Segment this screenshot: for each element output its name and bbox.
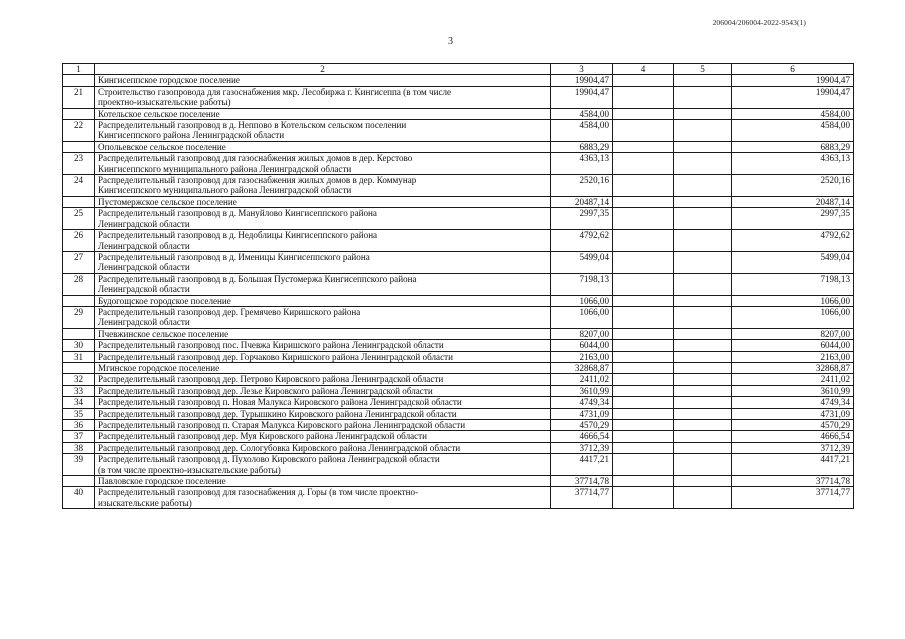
value-col4 [613,431,674,442]
row-number: 40 [63,487,95,509]
value-col4 [613,175,674,197]
value-col3: 7198,13 [551,273,613,295]
value-col3: 2163,00 [551,351,613,362]
value-col6: 37714,77 [732,487,854,509]
value-col4 [613,251,674,273]
column-header: 3 [551,64,613,75]
value-col3: 4749,34 [551,397,613,408]
item-name: Распределительный газопровод дер. Горчаково Киришского района Ленинградской области [95,351,551,362]
page-number: 3 [448,36,453,47]
value-col3: 32868,87 [551,362,613,373]
value-col3: 4570,29 [551,420,613,431]
subtotal-row [63,328,854,339]
table-row [63,230,854,252]
value-col3: 8207,00 [551,328,613,339]
value-col5 [674,374,732,385]
document-id: 206004/206004-2022-9543(1) [712,18,806,27]
value-col3: 4584,00 [551,120,613,142]
table-row [63,351,854,362]
row-number [63,75,95,86]
row-number: 24 [63,175,95,197]
value-col3: 2520,16 [551,175,613,197]
value-col3: 4584,00 [551,108,613,119]
value-col4 [613,408,674,419]
value-col5 [674,251,732,273]
column-header: 5 [674,64,732,75]
item-name: Распределительный газопровод п. Новая Малукса Кировского района Ленинградской области [95,397,551,408]
row-number: 25 [63,208,95,230]
value-col4 [613,385,674,396]
value-col4 [613,141,674,152]
value-col5 [674,108,732,119]
table-row [63,273,854,295]
value-col4 [613,108,674,119]
value-col3: 37714,78 [551,476,613,487]
row-number: 33 [63,385,95,396]
subtotal-row [63,476,854,487]
value-col5 [674,208,732,230]
table-row [63,306,854,328]
value-col4 [613,273,674,295]
row-number: 35 [63,408,95,419]
value-col3: 19904,47 [551,75,613,86]
row-number [63,476,95,487]
value-col5 [674,295,732,306]
item-name: Распределительный газопровод дер. Петрово Кировского района Ленинградской области [95,374,551,385]
value-col6: 4792,62 [732,230,854,252]
value-col3: 6883,29 [551,141,613,152]
item-name: Распределительный газопровод пос. Пчевжа Киришского района Ленинградской области [95,340,551,351]
row-number [63,362,95,373]
value-col6: 4417,21 [732,454,854,476]
value-col3: 4363,13 [551,153,613,175]
value-col4 [613,340,674,351]
row-number: 27 [63,251,95,273]
value-col4 [613,295,674,306]
table-row [63,374,854,385]
value-col3: 19904,47 [551,86,613,108]
table-row [63,86,854,108]
value-col6: 1066,00 [732,295,854,306]
item-name: Распределительный газопровод в д. Мануйлово Кингисеппского района Ленинградской области [95,208,551,230]
value-col4 [613,362,674,373]
value-col3: 3712,39 [551,442,613,453]
row-number: 36 [63,420,95,431]
row-number: 38 [63,442,95,453]
item-name: Опольевское сельское поселение [95,141,551,152]
value-col4 [613,351,674,362]
item-name: Котельское сельское поселение [95,108,551,119]
value-col6: 4731,09 [732,408,854,419]
row-number: 30 [63,340,95,351]
value-col3: 2411,02 [551,374,613,385]
value-col5 [674,454,732,476]
value-col5 [674,385,732,396]
value-col4 [613,374,674,385]
value-col6: 4584,00 [732,120,854,142]
value-col5 [674,141,732,152]
item-name: Мгинское городское поселение [95,362,551,373]
value-col3: 6044,00 [551,340,613,351]
value-col6: 3712,39 [732,442,854,453]
item-name: Распределительный газопровод дер. Муя Кировского района Ленинградской области [95,431,551,442]
value-col6: 2520,16 [732,175,854,197]
row-number: 23 [63,153,95,175]
item-name: Строительство газопровода для газоснабжения мкр. Лесобиржа г. Кингисеппа (в том числе проектно-изыскательские работы) [95,86,551,108]
table-row [63,487,854,509]
value-col5 [674,75,732,86]
item-name: Распределительный газопровод в д. Неппово в Котельском сельском поселении Кингисеппского района Ленинградской области [95,120,551,142]
value-col3: 37714,77 [551,487,613,509]
item-name: Распределительный газопровод для газоснабжения д. Горы (в том числе проектно- изыскательские работы) [95,487,551,509]
value-col6: 4570,29 [732,420,854,431]
value-col5 [674,442,732,453]
value-col5 [674,487,732,509]
value-col5 [674,306,732,328]
value-col4 [613,487,674,509]
item-name: Распределительный газопровод в д. Недоблицы Кингисеппского района Ленинградской области [95,230,551,252]
row-number: 28 [63,273,95,295]
value-col4 [613,86,674,108]
table-row [63,397,854,408]
value-col6: 5499,04 [732,251,854,273]
value-col5 [674,120,732,142]
value-col4 [613,397,674,408]
item-name: Распределительный газопровод п. Старая Малукса Кировского района Ленинградской области [95,420,551,431]
value-col4 [613,306,674,328]
value-col3: 5499,04 [551,251,613,273]
value-col5 [674,431,732,442]
value-col4 [613,476,674,487]
table-row [63,431,854,442]
table-row [63,420,854,431]
value-col4 [613,153,674,175]
value-col3: 3610,99 [551,385,613,396]
value-col3: 4666,54 [551,431,613,442]
table-header-row [63,64,854,75]
value-col6: 19904,47 [732,86,854,108]
item-name: Распределительный газопровод дер. Гремячево Киришского района Ленинградской области [95,306,551,328]
table-row [63,442,854,453]
item-name: Распределительный газопровод в д. Большая Пустомержа Кингисеппского района Ленинградской области [95,273,551,295]
value-col6: 7198,13 [732,273,854,295]
column-header: 6 [732,64,854,75]
value-col5 [674,153,732,175]
value-col6: 2411,02 [732,374,854,385]
value-col6: 1066,00 [732,306,854,328]
item-name: Распределительный газопровод для газоснабжения жилых домов в дер. Керстово Кингисеппского муниципального района Ленинградской области [95,153,551,175]
value-col3: 4792,62 [551,230,613,252]
table-row [63,120,854,142]
value-col6: 32868,87 [732,362,854,373]
value-col4 [613,208,674,230]
item-name: Кингисеппское городское поселение [95,75,551,86]
item-name: Распределительный газопровод дер. Сологубовка Кировского района Ленинградской области [95,442,551,453]
value-col4 [613,120,674,142]
item-name: Распределительный газопровод дер. Турышкино Кировского района Ленинградской области [95,408,551,419]
value-col6: 3610,99 [732,385,854,396]
value-col3: 20487,14 [551,196,613,207]
table-row [63,385,854,396]
subtotal-row [63,362,854,373]
subtotal-row [63,108,854,119]
column-header: 1 [63,64,95,75]
row-number: 39 [63,454,95,476]
value-col5 [674,273,732,295]
value-col6: 8207,00 [732,328,854,339]
row-number: 26 [63,230,95,252]
value-col5 [674,230,732,252]
row-number: 32 [63,374,95,385]
item-name: Распределительный газопровод в д. Именицы Кингисеппского района Ленинградской области [95,251,551,273]
value-col5 [674,397,732,408]
row-number [63,328,95,339]
gas-pipeline-table [62,63,854,509]
value-col6: 2163,00 [732,351,854,362]
value-col5 [674,420,732,431]
value-col5 [674,476,732,487]
value-col5 [674,328,732,339]
item-name: Пчевжинское сельское поселение [95,328,551,339]
table-row [63,408,854,419]
column-header: 2 [95,64,551,75]
value-col6: 4749,34 [732,397,854,408]
row-number: 29 [63,306,95,328]
value-col4 [613,454,674,476]
table-row [63,153,854,175]
value-col4 [613,328,674,339]
subtotal-row [63,141,854,152]
row-number [63,295,95,306]
value-col5 [674,408,732,419]
row-number: 37 [63,431,95,442]
value-col4 [613,196,674,207]
row-number: 21 [63,86,95,108]
table-row [63,175,854,197]
value-col3: 4417,21 [551,454,613,476]
value-col3: 2997,35 [551,208,613,230]
item-name: Распределительный газопровод для газоснабжения жилых домов в дер. Коммунар Кингисеппского муниципального района Ленинградской области [95,175,551,197]
value-col6: 6883,29 [732,141,854,152]
row-number [63,141,95,152]
value-col6: 4363,13 [732,153,854,175]
value-col5 [674,351,732,362]
subtotal-row [63,295,854,306]
row-number [63,196,95,207]
table-row [63,454,854,476]
item-name: Распределительный газопровод дер. Лезье Кировского района Ленинградской области [95,385,551,396]
table-row [63,208,854,230]
value-col3: 1066,00 [551,295,613,306]
value-col5 [674,196,732,207]
value-col4 [613,420,674,431]
column-header: 4 [613,64,674,75]
value-col3: 1066,00 [551,306,613,328]
row-number: 34 [63,397,95,408]
value-col4 [613,230,674,252]
value-col6: 37714,78 [732,476,854,487]
value-col4 [613,442,674,453]
table-row [63,340,854,351]
subtotal-row [63,75,854,86]
value-col4 [613,75,674,86]
value-col6: 6044,00 [732,340,854,351]
value-col5 [674,362,732,373]
value-col5 [674,86,732,108]
value-col6: 19904,47 [732,75,854,86]
value-col6: 4666,54 [732,431,854,442]
value-col6: 4584,00 [732,108,854,119]
item-name: Павловское городское поселение [95,476,551,487]
value-col3: 4731,09 [551,408,613,419]
item-name: Пустомержское сельское поселение [95,196,551,207]
table-row [63,251,854,273]
subtotal-row [63,196,854,207]
item-name: Будогощское городское поселение [95,295,551,306]
item-name: Распределительный газопровод д. Пухолово Кировского района Ленинградской области (в том числе проектно-изыскательские работы) [95,454,551,476]
row-number: 22 [63,120,95,142]
value-col6: 2997,35 [732,208,854,230]
value-col5 [674,175,732,197]
value-col6: 20487,14 [732,196,854,207]
value-col5 [674,340,732,351]
row-number: 31 [63,351,95,362]
row-number [63,108,95,119]
